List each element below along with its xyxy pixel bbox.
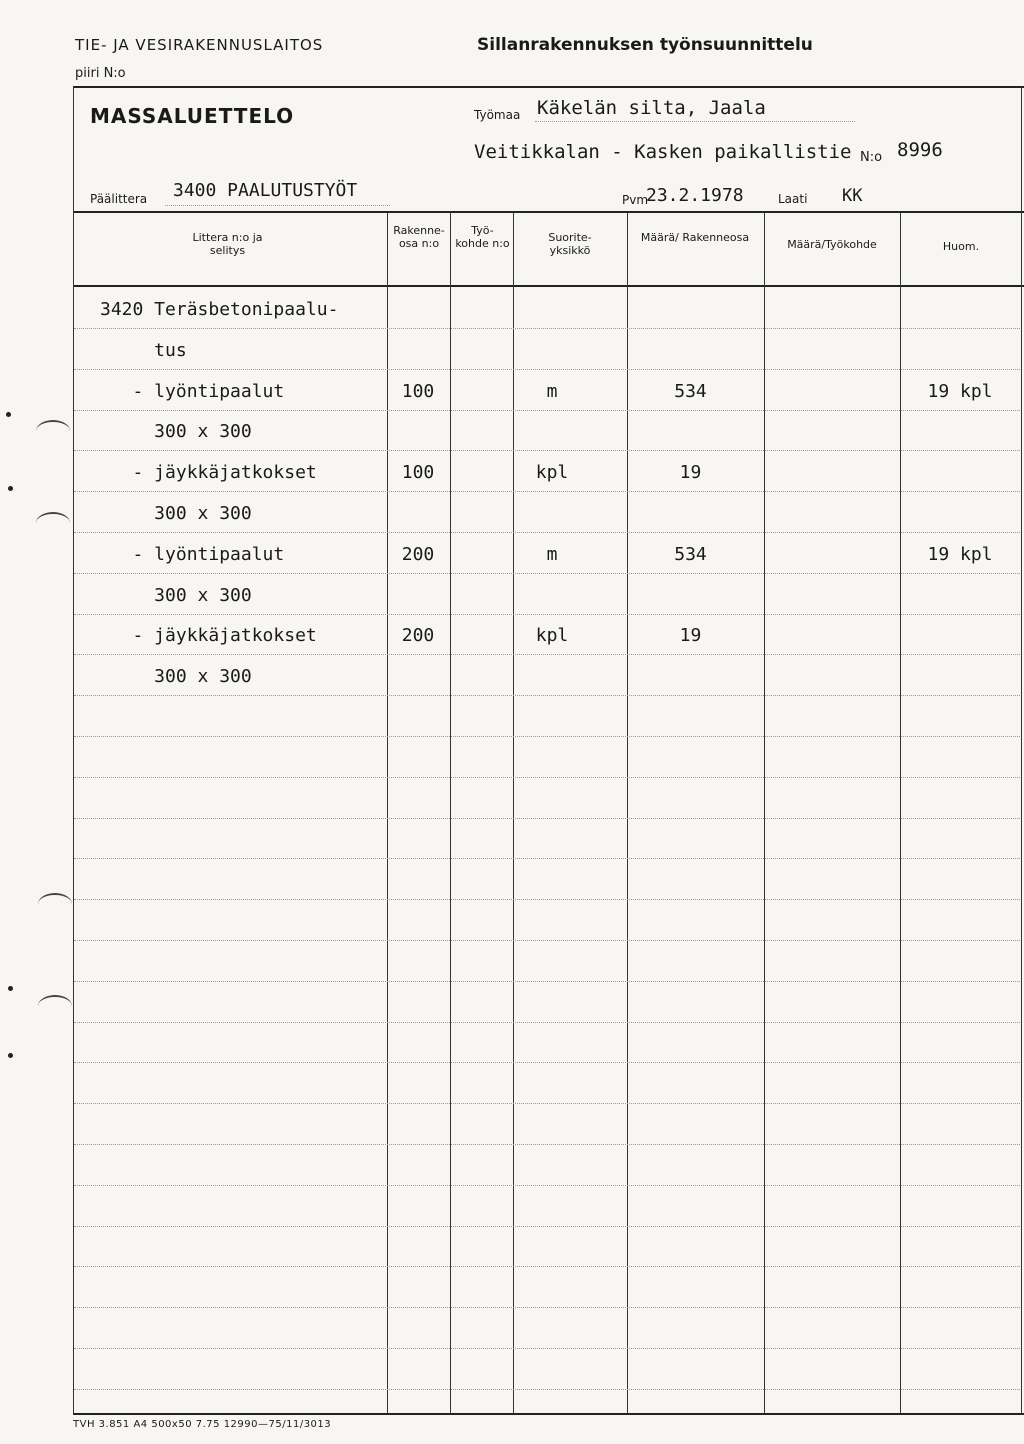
- table-top-rule: [73, 211, 1024, 213]
- cell-huom: 19 kpl: [927, 543, 993, 565]
- punch-arc: [36, 512, 70, 534]
- cell-desc: - jäykkäjatkokset: [100, 625, 317, 647]
- cell-rakenneosa: 100: [401, 462, 435, 484]
- author-label: Laati: [778, 192, 808, 206]
- tyomaa-label: Työmaa: [474, 108, 521, 122]
- row-guide-line: [74, 1226, 1020, 1227]
- table-bottom-rule: [73, 1413, 1024, 1415]
- row-guide-line: [74, 1022, 1020, 1023]
- row-guide-line: [74, 369, 1020, 370]
- col-header-maara-rakenneosa: Määrä/ Rakenneosa: [640, 231, 750, 244]
- row-guide-line: [74, 818, 1020, 819]
- number-label: N:o: [860, 150, 883, 165]
- col-header-rakenneosa: Rakenne-osa n:o: [393, 224, 445, 250]
- cell-yksikko: kpl: [535, 462, 569, 484]
- row-guide-line: [74, 1144, 1020, 1145]
- punch-dot: [8, 1053, 13, 1058]
- punch-dot: [6, 412, 11, 417]
- cell-yksikko: m: [546, 543, 558, 565]
- cell-desc: 3420 Teräsbetonipaalu-: [100, 299, 339, 320]
- cell-yksikko: kpl: [535, 625, 569, 647]
- cell-maara: 534: [674, 380, 707, 402]
- table-header-rule: [73, 285, 1024, 287]
- row-guide-line: [74, 1307, 1020, 1308]
- col-sep-5: [764, 212, 765, 1414]
- row-guide-line: [74, 573, 1020, 574]
- date-value: 23.2.1978: [646, 185, 744, 206]
- cell-desc: - lyöntipaalut: [100, 543, 285, 565]
- cell-rakenneosa: 200: [401, 625, 435, 647]
- organization-name: TIE- JA VESIRAKENNUSLAITOS: [75, 36, 324, 54]
- tyomaa-fill-line: [535, 121, 855, 122]
- cell-rakenneosa: 100: [401, 380, 435, 402]
- col-header-tyokohde: Työ-kohde n:o: [455, 224, 510, 250]
- date-label: Pvm: [622, 193, 649, 207]
- punch-arc: [38, 893, 72, 915]
- header-rule: [73, 86, 1024, 88]
- row-guide-line: [74, 858, 1020, 859]
- col-header-huom: Huom.: [942, 240, 980, 253]
- cell-desc: - lyöntipaalut: [100, 380, 285, 402]
- col-header-selitys: Littera n:o ja selitys: [192, 231, 263, 257]
- row-guide-line: [74, 777, 1020, 778]
- row-guide-line: [74, 736, 1020, 737]
- paalittera-value: 3400 PAALUTUSTYÖT: [173, 180, 358, 201]
- punch-arc: [36, 420, 70, 442]
- cell-desc: 300 x 300: [100, 503, 252, 524]
- cell-desc: tus: [100, 339, 187, 361]
- district-label: piiri N:o: [75, 66, 126, 81]
- right-border: [1021, 86, 1022, 1414]
- cell-huom: 19 kpl: [927, 380, 993, 402]
- row-guide-line: [74, 450, 1020, 451]
- cell-maara: 19: [679, 462, 702, 484]
- punch-arc: [38, 995, 72, 1017]
- row-guide-line: [74, 614, 1020, 615]
- form-code: TVH 3.851 A4 500x50 7.75 12990—75/11/3013: [73, 1419, 332, 1430]
- punch-dot: [8, 486, 13, 491]
- number-value: 8996: [897, 139, 943, 161]
- paalittera-label: Päälittera: [90, 192, 148, 206]
- col-sep-2: [450, 212, 451, 1414]
- row-guide-line: [74, 1103, 1020, 1104]
- row-guide-line: [74, 1389, 1020, 1390]
- row-guide-line: [74, 654, 1020, 655]
- row-guide-line: [74, 981, 1020, 982]
- cell-desc: 300 x 300: [100, 666, 252, 688]
- row-guide-line: [74, 491, 1020, 492]
- col-header-yksikko: Suorite-yksikkö: [548, 231, 592, 257]
- cell-desc: - jäykkäjatkokset: [100, 462, 317, 484]
- left-border: [73, 86, 74, 1414]
- section-title: Sillanrakennuksen työnsuunnittelu: [477, 35, 813, 55]
- cell-desc: 300 x 300: [100, 584, 252, 606]
- row-guide-line: [74, 1185, 1020, 1186]
- cell-yksikko: m: [546, 380, 558, 402]
- row-guide-line: [74, 899, 1020, 900]
- punch-dot: [8, 986, 13, 991]
- cell-maara: 534: [674, 543, 707, 565]
- row-guide-line: [74, 410, 1020, 411]
- paalittera-fill-line: [165, 205, 390, 206]
- cell-rakenneosa: 200: [401, 543, 435, 565]
- row-guide-line: [74, 940, 1020, 941]
- form-title: MASSALUETTELO: [90, 104, 295, 128]
- row-guide-line: [74, 1348, 1020, 1349]
- cell-maara: 19: [679, 625, 702, 647]
- row-guide-line: [74, 1266, 1020, 1267]
- row-guide-line: [74, 328, 1020, 329]
- row-guide-line: [74, 1062, 1020, 1063]
- col-header-maara-tyokohde: Määrä/Työkohde: [787, 238, 877, 251]
- row-guide-line: [74, 695, 1020, 696]
- author-value: KK: [842, 186, 863, 206]
- cell-desc: 300 x 300: [100, 421, 252, 443]
- tyomaa-value: Käkelän silta, Jaala: [537, 97, 766, 119]
- tyomaa-value-line2: Veitikkalan - Kasken paikallistie: [474, 141, 852, 163]
- row-guide-line: [74, 532, 1020, 533]
